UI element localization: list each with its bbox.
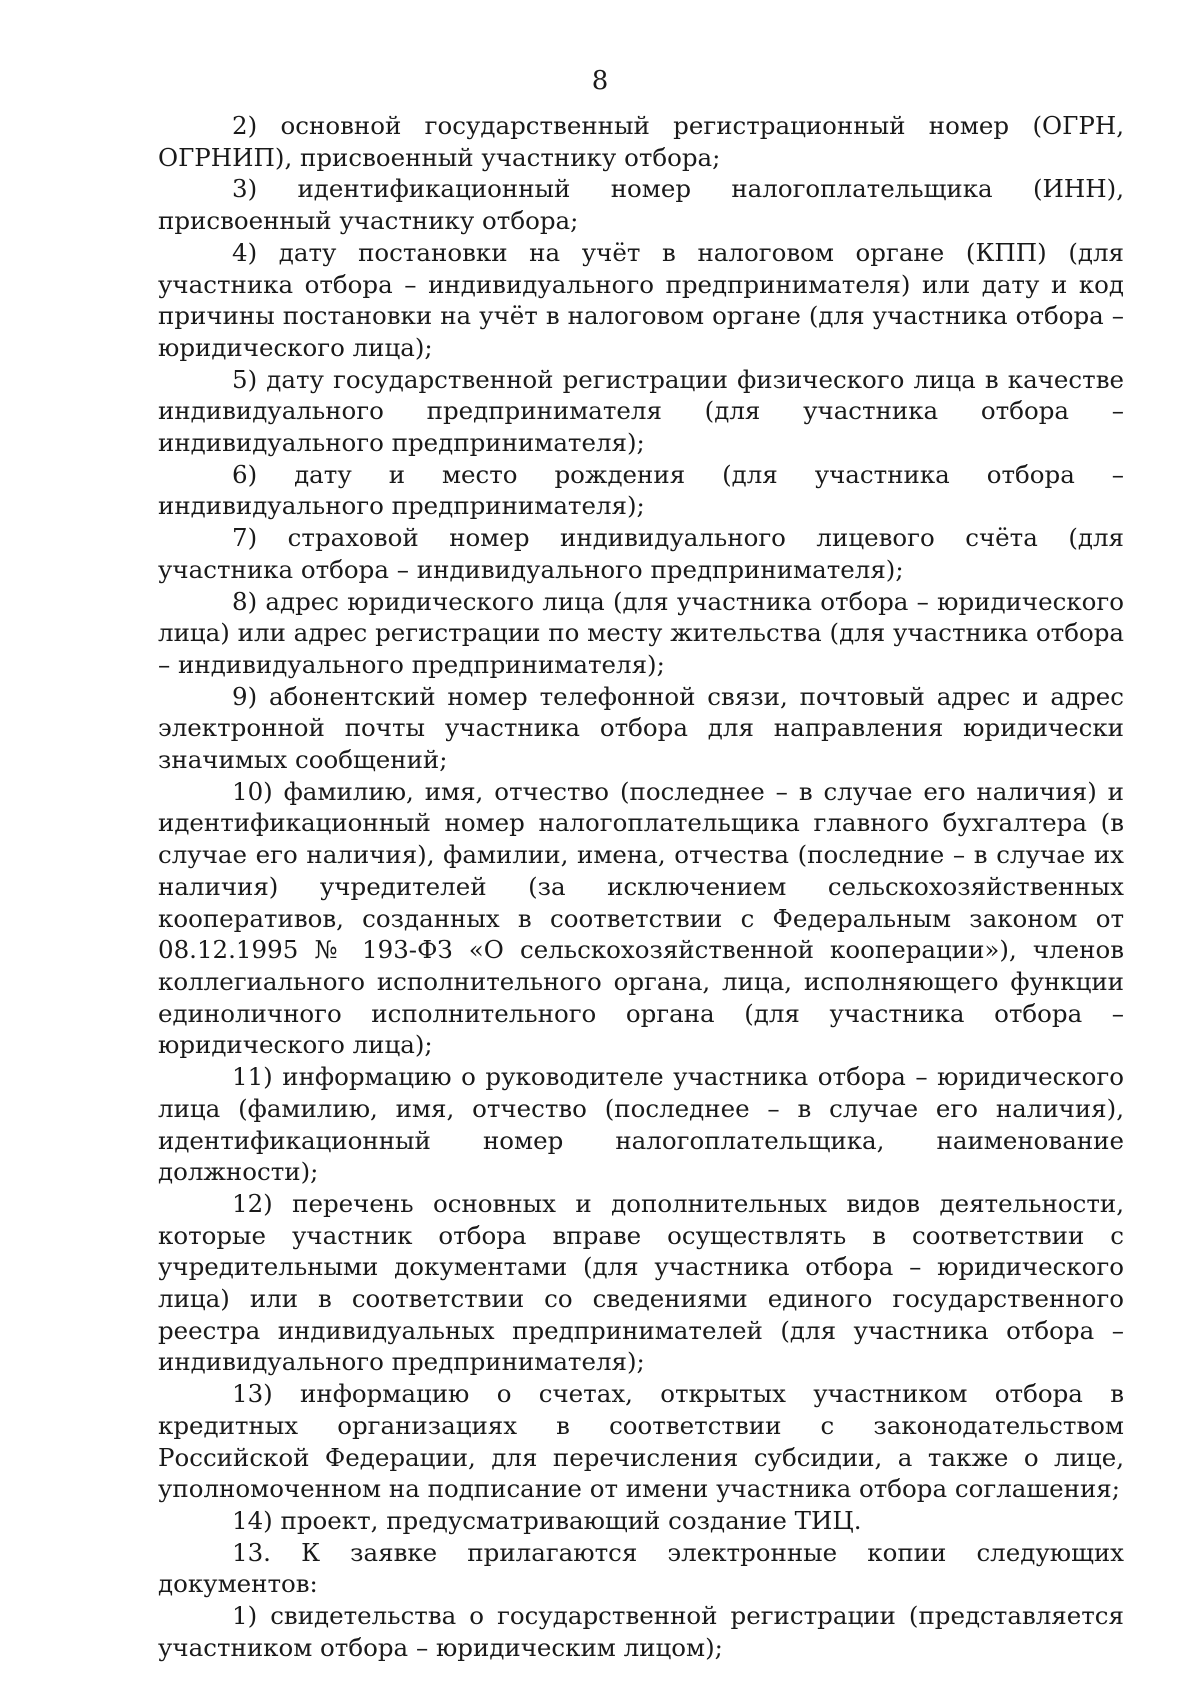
paragraph-item-14-project: 14) проект, предусматривающий создание ТИЦ. bbox=[232, 1505, 862, 1535]
paragraph-item-8-address: 8) адрес юридического лица (для участника отбора – юридического лица) или адрес регистрации по месту жительства (для участника отбора – индивидуального предпринимателя); bbox=[158, 586, 1124, 679]
paragraph-item-12-activities: 12) перечень основных и дополнительных видов деятельности, которые участник отбора вправе осуществлять в соответствии с учредительными документами (для участника отбора – юридического лица) или в соответствии со сведениями единого государственного реестра индивидуальных предпринимателей (для участника отбора – индивидуального предпринимателя); bbox=[158, 1188, 1124, 1377]
paragraph-item-4-kpp: 4) дату постановки на учёт в налоговом органе (КПП) (для участника отбора – индивидуального предпринимателя) или дату и код причины постановки на учёт в налоговом органе (для участника отбора – юридического лица); bbox=[158, 237, 1124, 362]
paragraph-item-10-persons: 10) фамилию, имя, отчество (последнее – в случае его наличия) и идентификационный номер налогоплательщика главного бухгалтера (в случае его наличия), фамилии, имена, отчества (последние – в случае их наличия) учредителей (за исключением сельскохозяйственных кооперативов, созданных в соответствии с Федеральным законом от 08.12.1995 № 193-ФЗ «О сельскохозяйственной кооперации»), членов коллегиального исполнительного органа, лица, исполняющего функции единоличного исполнительного органа (для участника отбора – юридического лица); bbox=[158, 776, 1124, 1060]
paragraph-item-13-accounts: 13) информацию о счетах, открытых участником отбора в кредитных организациях в соответствии с законодательством Российской Федерации, для перечисления субсидии, а также о лице, уполномоченном на подписание от имени участника отбора соглашения; bbox=[158, 1379, 1124, 1504]
paragraph-item-3-inn: 3) идентификационный номер налогоплательщика (ИНН), присвоенный участнику отбора; bbox=[158, 174, 1124, 236]
paragraph-item-9-contacts: 9) абонентский номер телефонной связи, почтовый адрес и адрес электронной почты участника отбора для направления юридически значимых сообщений; bbox=[158, 681, 1124, 775]
paragraph-item-11-head: 11) информацию о руководителе участника отбора – юридического лица (фамилию, имя, отчество (последнее – в случае его наличия), идентификационный номер налогоплательщика, наименование должности); bbox=[158, 1062, 1124, 1187]
paragraph-item-5-registration-date: 5) дату государственной регистрации физического лица в качестве индивидуального предпринимателя (для участника отбора – индивидуального предпринимателя); bbox=[158, 364, 1124, 458]
paragraph-item-7-snils: 7) страховой номер индивидуального лицевого счёта (для участника отбора – индивидуального предпринимателя); bbox=[158, 523, 1124, 584]
document-body bbox=[158, 110, 1124, 1663]
page-number: 8 bbox=[591, 66, 609, 96]
paragraph-item-6-birth-date: 6) дату и место рождения (для участника отбора – индивидуального предпринимателя); bbox=[158, 459, 1124, 521]
paragraph-item-2-ogrn: 2) основной государственный регистрационный номер (ОГРН, ОГРНИП), присвоенный участнику отбора; bbox=[158, 111, 1124, 172]
paragraph-clause-13-item-1: 1) свидетельства о государственной регистрации (представляется участником отбора – юридическим лицом); bbox=[158, 1601, 1124, 1662]
paragraph-clause-13: 13. К заявке прилагаются электронные копии следующих документов: bbox=[158, 1537, 1124, 1599]
